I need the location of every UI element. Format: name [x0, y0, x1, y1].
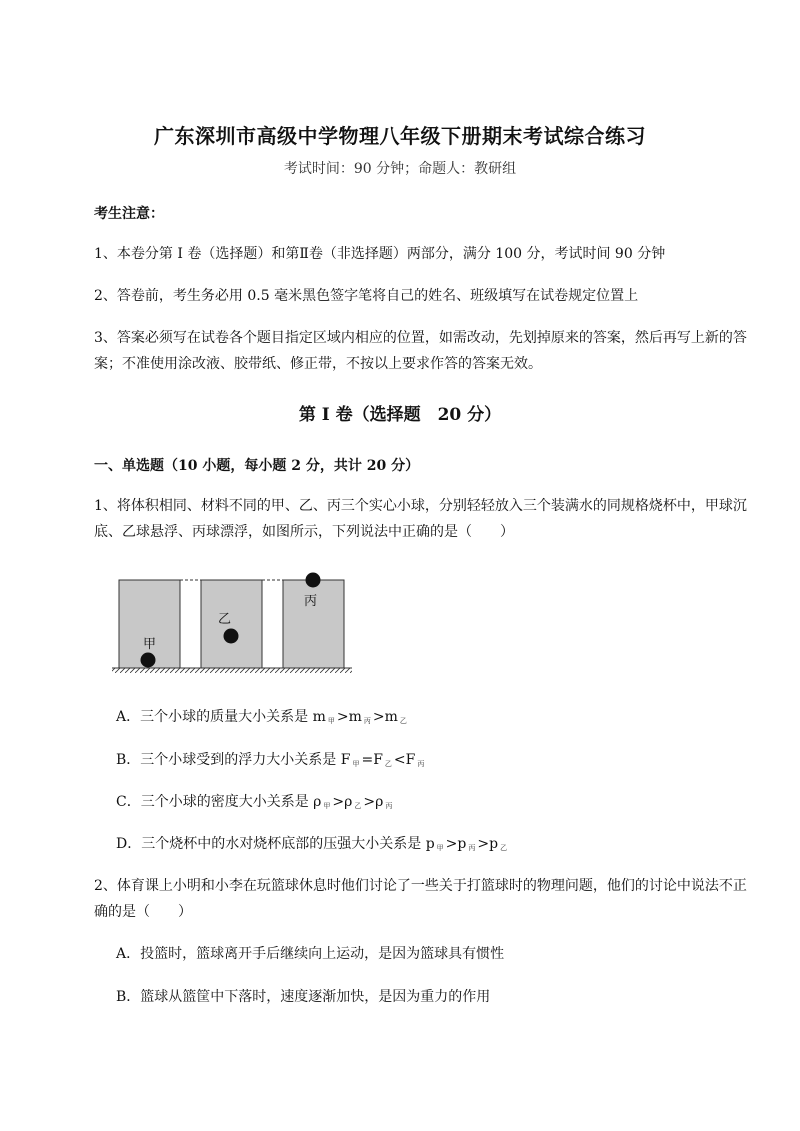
q1-option-c[interactable]: C．三个小球的密度大小关系是 ρ $_甲$ >ρ $_乙$ >ρ $_丙$: [116, 794, 393, 810]
question-1-stem: 1、将体积相同、材料不同的甲、乙、丙三个实心小球，分别轻轻放入三个装满水的同规格烧杯中，甲球沉底、乙球悬浮、丙球漂浮，如图所示，下列说法中正确的是（ ）: [94, 498, 747, 540]
beakers-figure: [110, 568, 355, 678]
q2-option-b[interactable]: B．篮球从篮筐中下落时，速度逐渐加快，是因为重力的作用: [116, 989, 491, 1005]
beaker-yi: [201, 580, 262, 668]
q2-option-a[interactable]: A．投篮时，篮球离开手后继续向上运动，是因为篮球具有惯性: [116, 946, 505, 962]
question-2-stem: 2、体育课上小明和小李在玩篮球休息时他们讨论了一些关于打篮球时的物理问题，他们的讨论中说法不正确的是（ ）: [94, 878, 747, 920]
section-title: 第 I 卷（选择题 20 分）: [298, 405, 502, 425]
q1-option-a[interactable]: A．三个小球的质量大小关系是 m $_甲$ >m $_丙$ >m $_乙$: [116, 709, 407, 725]
label-jia: 甲: [143, 637, 157, 652]
ball-jia: [141, 653, 156, 668]
notice-item-2: 2、答卷前，考生务必用 0.5 毫米黑色签字笔将自己的姓名、班级填写在试卷规定位置上: [94, 288, 639, 304]
q1-option-b[interactable]: B．三个小球受到的浮力大小关系是 F $_甲$ =F $_乙$ <F $_丙$: [116, 752, 425, 768]
group-heading: 一、单选题（10 小题，每小题 2 分，共计 20 分）: [94, 458, 420, 474]
notice-item-3: 3、答案必须写在试卷各个题目指定区域内相应的位置，如需改动，先划掉原来的答案，然后再写上新的答案；不准使用涂改液、胶带纸、修正带，不按以上要求作答的答案无效。: [94, 330, 747, 372]
ball-bing: [306, 573, 321, 588]
exam-title: 广东深圳市高级中学物理八年级下册期末考试综合练习: [154, 124, 646, 148]
notice-item-1: 1、本卷分第 I 卷（选择题）和第Ⅱ卷（非选择题）两部分，满分 100 分，考试时间 90 分钟: [94, 246, 666, 262]
q1-option-d[interactable]: D．三个烧杯中的水对烧杯底部的压强大小关系是 p $_甲$ >p $_丙$ >p $_乙$: [116, 836, 508, 852]
exam-subtitle: 考试时间：90 分钟；命题人：教研组: [283, 161, 517, 177]
label-yi: 乙: [218, 612, 232, 627]
ball-yi: [224, 629, 239, 644]
notice-heading: 考生注意：: [94, 206, 164, 222]
label-bing: 丙: [304, 594, 318, 609]
